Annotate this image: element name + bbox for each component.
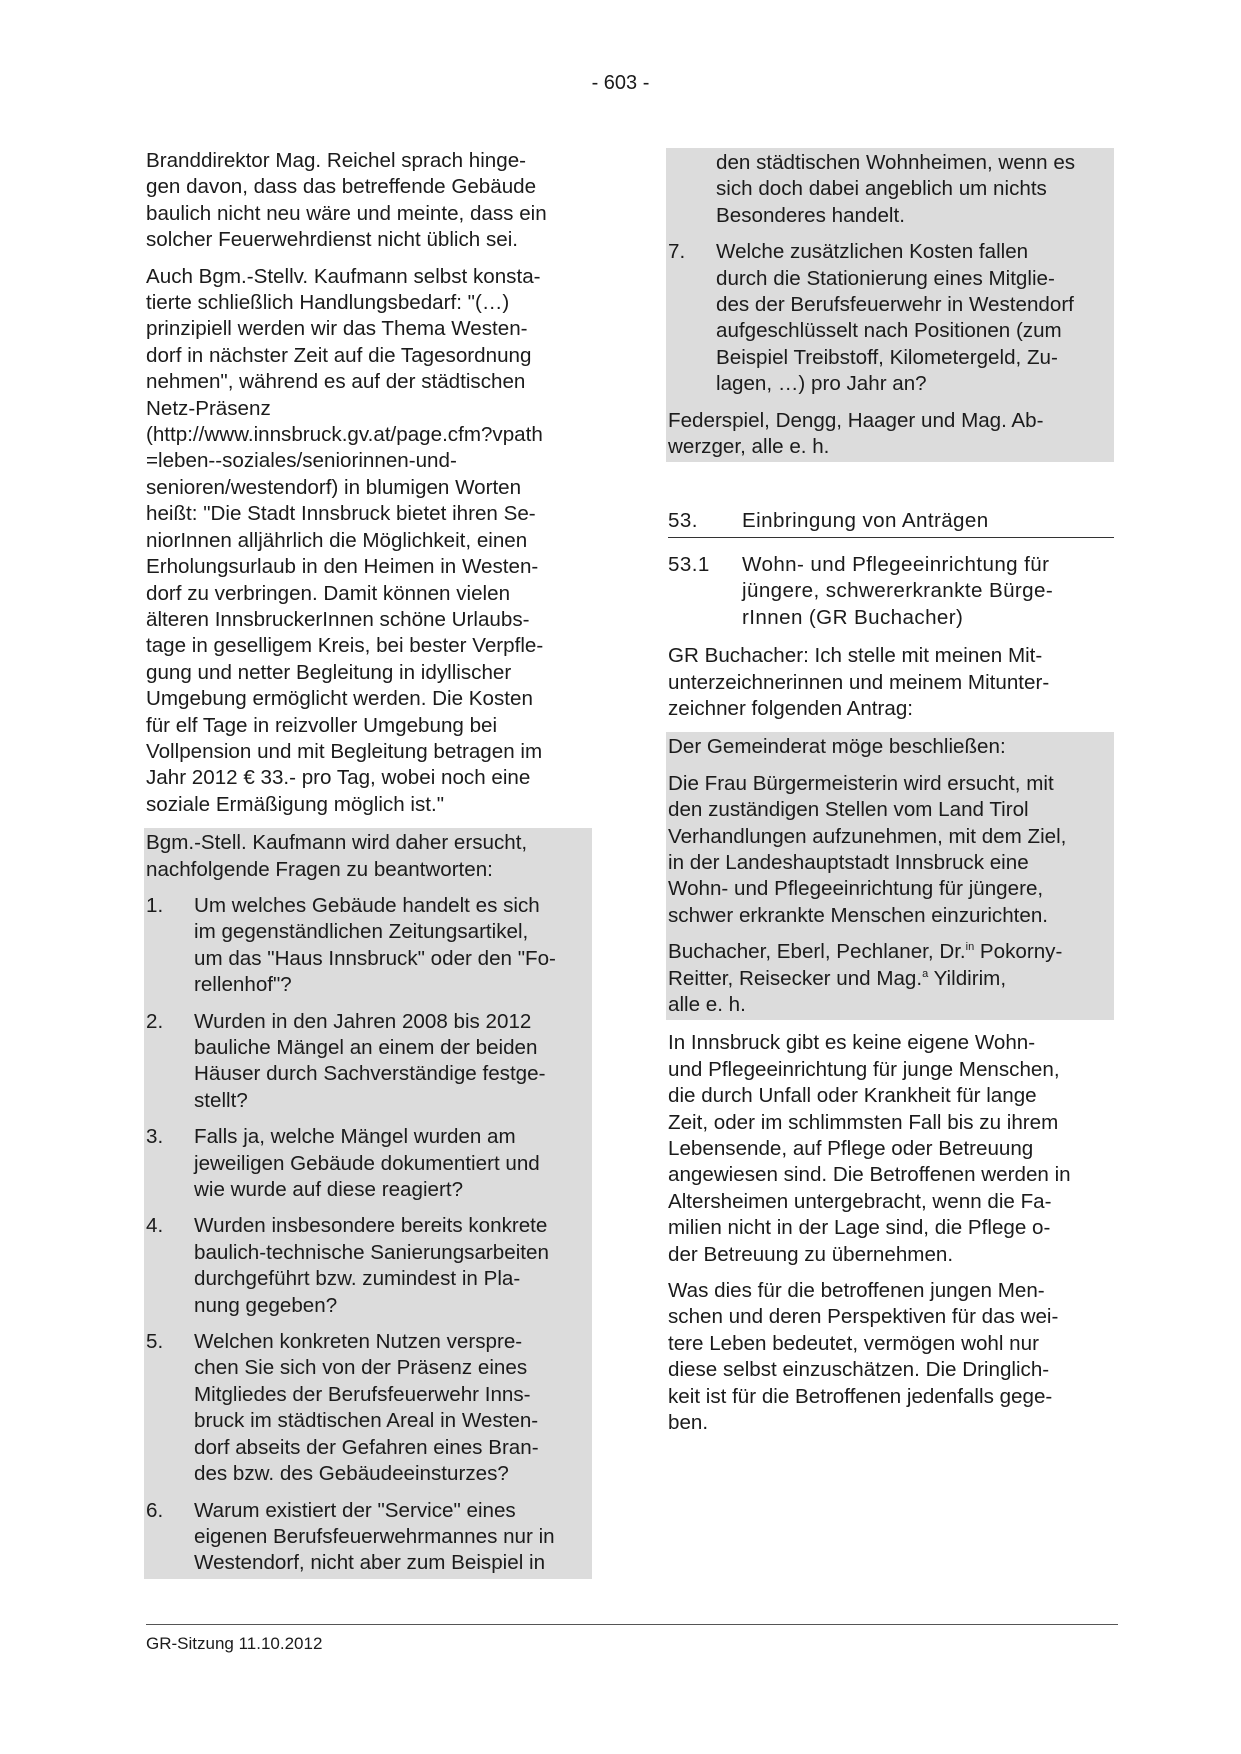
question-text: Wurden in den Jahren 2008 bis 2012 bauliche Mängel an einem der beiden Häuser durch Sachverständige festge- stellt? — [194, 1009, 546, 1112]
question-item-continued — [668, 150, 1114, 229]
paragraph-reasoning-1: In Innsbruck gibt es keine eigene Wohn- und Pflegeeinrichtung für junge Menschen, die durch Unfall oder Krankheit für lange Zeit, oder im schlimmsten Fall bis zu ihrem Lebensende, auf Pflege oder Betreuung angewiesen sind. Die Betroffenen werden in Altersheimen untergebracht, wenn die Fa- milien nicht in der Lage sind, die Pflege o- der Betreuung zu übernehmen. — [668, 1031, 1071, 1266]
questions-intro: Bgm.-Stell. Kaufmann wird daher ersucht, nachfolgende Fragen zu beantworten: — [146, 831, 528, 881]
question-text: Wurden insbesondere bereits konkrete baulich-technische Sanierungsarbeiten durchgeführt bzw. zumindest in Pla- nung gegeben? — [194, 1214, 549, 1317]
question-item — [146, 1009, 592, 1115]
page-number: - 603 - — [591, 72, 650, 94]
section-heading-53-1 — [668, 552, 1114, 631]
questions-block — [144, 828, 592, 1579]
signers-motion: Buchacher, Eberl, Pechlaner, Dr.$^{in}$ Pokorny- Reitter, Reisecker und Mag.$^a$ Yildirim, alle e. h. — [668, 940, 1063, 1016]
questions-list — [146, 893, 592, 1577]
question-text: Warum existiert der "Service" eines eigenen Berufsfeuerwehrmannes nur in Westendorf, nicht aber zum Beispiel in — [194, 1498, 555, 1575]
question-text: Falls ja, welche Mängel wurden am jeweiligen Gebäude dokumentiert und wie wurde auf diese reagiert? — [194, 1125, 540, 1202]
question-number: 3. — [146, 1125, 164, 1149]
section-heading-53 — [668, 508, 1114, 537]
questions-block-continued — [666, 148, 1114, 462]
question-item — [146, 1498, 592, 1577]
footer-divider — [146, 1624, 1118, 1625]
question-item — [668, 239, 1114, 397]
motion-intro: GR Buchacher: Ich stelle mit meinen Mit- unterzeichnerinnen und meinem Mitunter- zeichner folgenden Antrag: — [668, 644, 1050, 720]
question-number: 5. — [146, 1330, 164, 1354]
paragraph-kaufmann-quote: Auch Bgm.-Stellv. Kaufmann selbst konsta- tierte schließlich Handlungsbedarf: "(…) prinzipiell werden wir das Thema Westen- dorf in nächster Zeit auf die Tagesordnung nehmen", während es auf der städtischen Netz-Präsenz (http://www.innsbruck.gv.at/page.cfm?vpath =leben--soziales/seniorinnen-und- senioren/westendorf) in blumigen Worten heißt: "Die Stadt Innsbruck bietet ihren Se- niorInnen alljährlich die Möglichkeit, einen Erholungsurlaub in den Heimen in Westen- dorf zu verbringen. Damit können vielen älteren InnsbruckerInnen schöne Urlaubs- tage in geselligem Kreis, bei bester Verpfle- gung und netter Begleitung in idyllischer Umgebung ermöglicht werden. Die Kosten für elf Tage in reizvoller Umgebung bei Vollpension und mit Begleitung betragen im Jahr 2012 € 33.- pro Tag, wobei noch eine soziale Ermäßigung möglich ist." — [146, 264, 544, 816]
question-item — [146, 1329, 592, 1487]
subsection-number: 53.1 — [668, 552, 710, 576]
subsection-title: Wohn- und Pflegeeinrichtung für jüngere, schwererkrankte Bürge- rInnen (GR Buchacher) — [742, 552, 1054, 629]
motion-body: Die Frau Bürgermeisterin wird ersucht, mit den zuständigen Stellen vom Land Tirol Verhandlungen aufzunehmen, mit dem Ziel, in der Landeshauptstadt Innsbruck eine Wohn- und Pflegeeinrichtung für jüngere, schwer erkrankte Menschen einzurichten. — [668, 771, 1067, 927]
question-text: den städtischen Wohnheimen, wenn es sich doch dabei angeblich um nichts Besonderes handelt. — [716, 151, 1076, 227]
question-text: Welche zusätzlichen Kosten fallen durch die Stationierung eines Mitglie- des der Berufsfeuerwehr in Westendorf aufgeschlüsselt nach Positionen (zum Beispiel Treibstoff, Kilometergeld, Zu- lagen, …) pro Jahr an? — [716, 240, 1074, 396]
question-number: 1. — [146, 893, 164, 917]
section-number: 53. — [668, 509, 698, 533]
question-number: 2. — [146, 1009, 164, 1033]
left-column — [146, 148, 592, 1579]
question-number: 4. — [146, 1214, 164, 1238]
signers-questions: Federspiel, Dengg, Haager und Mag. Ab- werzger, alle e. h. — [668, 408, 1044, 459]
question-item — [146, 893, 592, 999]
question-text: Welchen konkreten Nutzen verspre- chen Sie sich von der Präsenz eines Mitgliedes der Berufsfeuerwehr Inns- bruck im städtischen Areal in Westen- dorf abseits der Gefahren eines Bran- des bzw. des Gebäudeeinsturzes? — [194, 1330, 539, 1486]
footer-session: GR-Sitzung 11.10.2012 — [146, 1634, 323, 1653]
paragraph-reichel: Branddirektor Mag. Reichel sprach hinge- gen davon, dass das betreffende Gebäude baulich nicht neu wäre und meinte, dass ein solcher Feuerwehrdienst nicht üblich sei. — [146, 149, 547, 252]
questions-list-continued — [668, 150, 1114, 398]
motion-heading: Der Gemeinderat möge beschließen: — [668, 735, 1006, 759]
motion-block — [666, 732, 1114, 1020]
question-text: Um welches Gebäude handelt es sich im gegenständlichen Zeitungsartikel, um das "Haus Innsbruck" oder den "Fo- rellenhof"? — [194, 893, 556, 997]
question-item — [146, 1124, 592, 1203]
question-number: 7. — [668, 240, 686, 264]
section-title: Einbringung von Anträgen — [742, 509, 989, 533]
question-number: 6. — [146, 1498, 164, 1522]
paragraph-reasoning-2: Was dies für die betroffenen jungen Men- schen und deren Perspektiven für das wei- tere Leben bedeutet, vermögen wohl nur diese selbst einzuschätzen. Die Dringlich- keit ist für die Betroffenen jedenfalls gege- ben. — [668, 1279, 1059, 1435]
question-item — [146, 1213, 592, 1319]
right-column — [668, 148, 1114, 1446]
